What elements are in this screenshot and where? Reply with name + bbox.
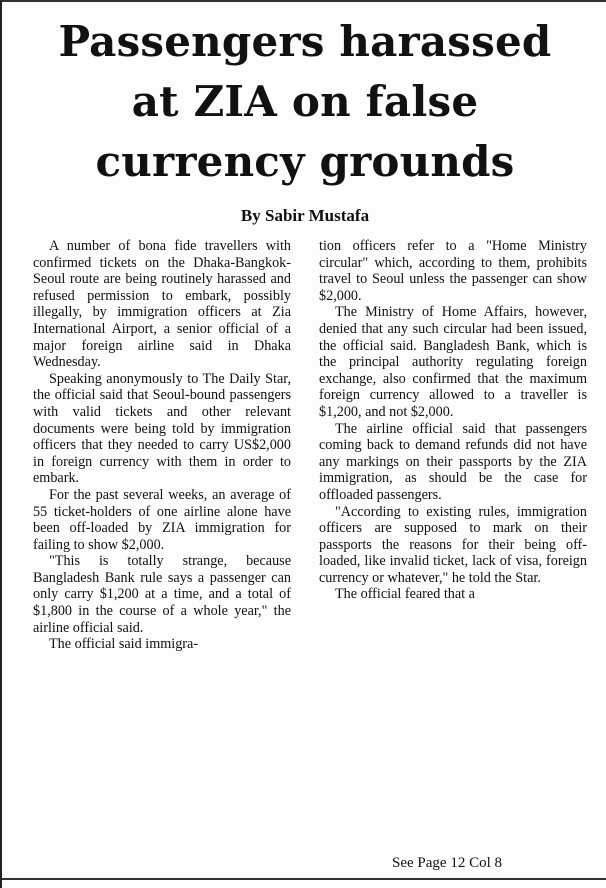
paragraph: For the past several weeks, an average of 55 ticket-holders of one airline alone have been off-loaded by ZIA immigration for failing to show $2,000.	[33, 486, 291, 553]
paragraph: The Ministry of Home Affairs, however, denied that any such circular had been issued, the official said. Bangladesh Bank, which is the principal authority regulating foreign exchange, also confirmed that the maximum foreign currency allowed to a traveller is $1,200, and not $2,000.	[319, 304, 587, 420]
paragraph: The airline official said that passengers coming back to demand refunds did not have any markings on their passports by the ZIA immigration, as should be the case for offloaded passengers.	[319, 420, 587, 503]
paragraph: The official said immigra-	[49, 636, 199, 653]
headline-line-3: currency grounds	[95, 137, 515, 186]
headline-line-1: Passengers harassed	[58, 17, 552, 66]
bottom-border	[2, 878, 606, 880]
headline	[10, 12, 600, 192]
paragraph: "This is totally strange, because Bangladesh Bank rule says a passenger can only carry $1,200 at a time, and a total of $1,800 in the course of a whole year," the airline official said.	[33, 553, 291, 636]
paragraph-continued: tion officers refer to a "Home Ministry circular" which, according to them, prohibits travel to Seoul unless the passenger can show $2,000.	[319, 238, 587, 304]
paragraph: A number of bona fide travellers with confirmed tickets on the Dhaka-Bangkok-Seoul route are being routinely harassed and refused permission to embark, possibly illegally, by immigration officers at Zia International Airport, a senior official of a major foreign airline said in Dhaka Wednesday.	[33, 238, 291, 371]
article-column-left	[33, 238, 291, 653]
article-column-right	[319, 238, 587, 603]
byline: By Sabir Mustafa	[240, 206, 370, 225]
paragraph: The official feared that a	[335, 586, 475, 603]
paragraph: Speaking anonymously to The Daily Star, the official said that Seoul-bound passengers with valid tickets and other relevant documents were being told by immigration officers that they needed to carry US$2,000 in foreign currency with them in order to embark.	[33, 370, 291, 487]
paragraph: "According to existing rules, immigration officers are supposed to mark on their passports the reasons for their being off-loaded, like invalid ticket, lack of visa, foreign currency or whatever," he told the Star.	[319, 503, 587, 586]
headline-line-2: at ZIA on false	[131, 77, 479, 126]
continued-on-page-note: See Page 12 Col 8	[392, 855, 502, 871]
